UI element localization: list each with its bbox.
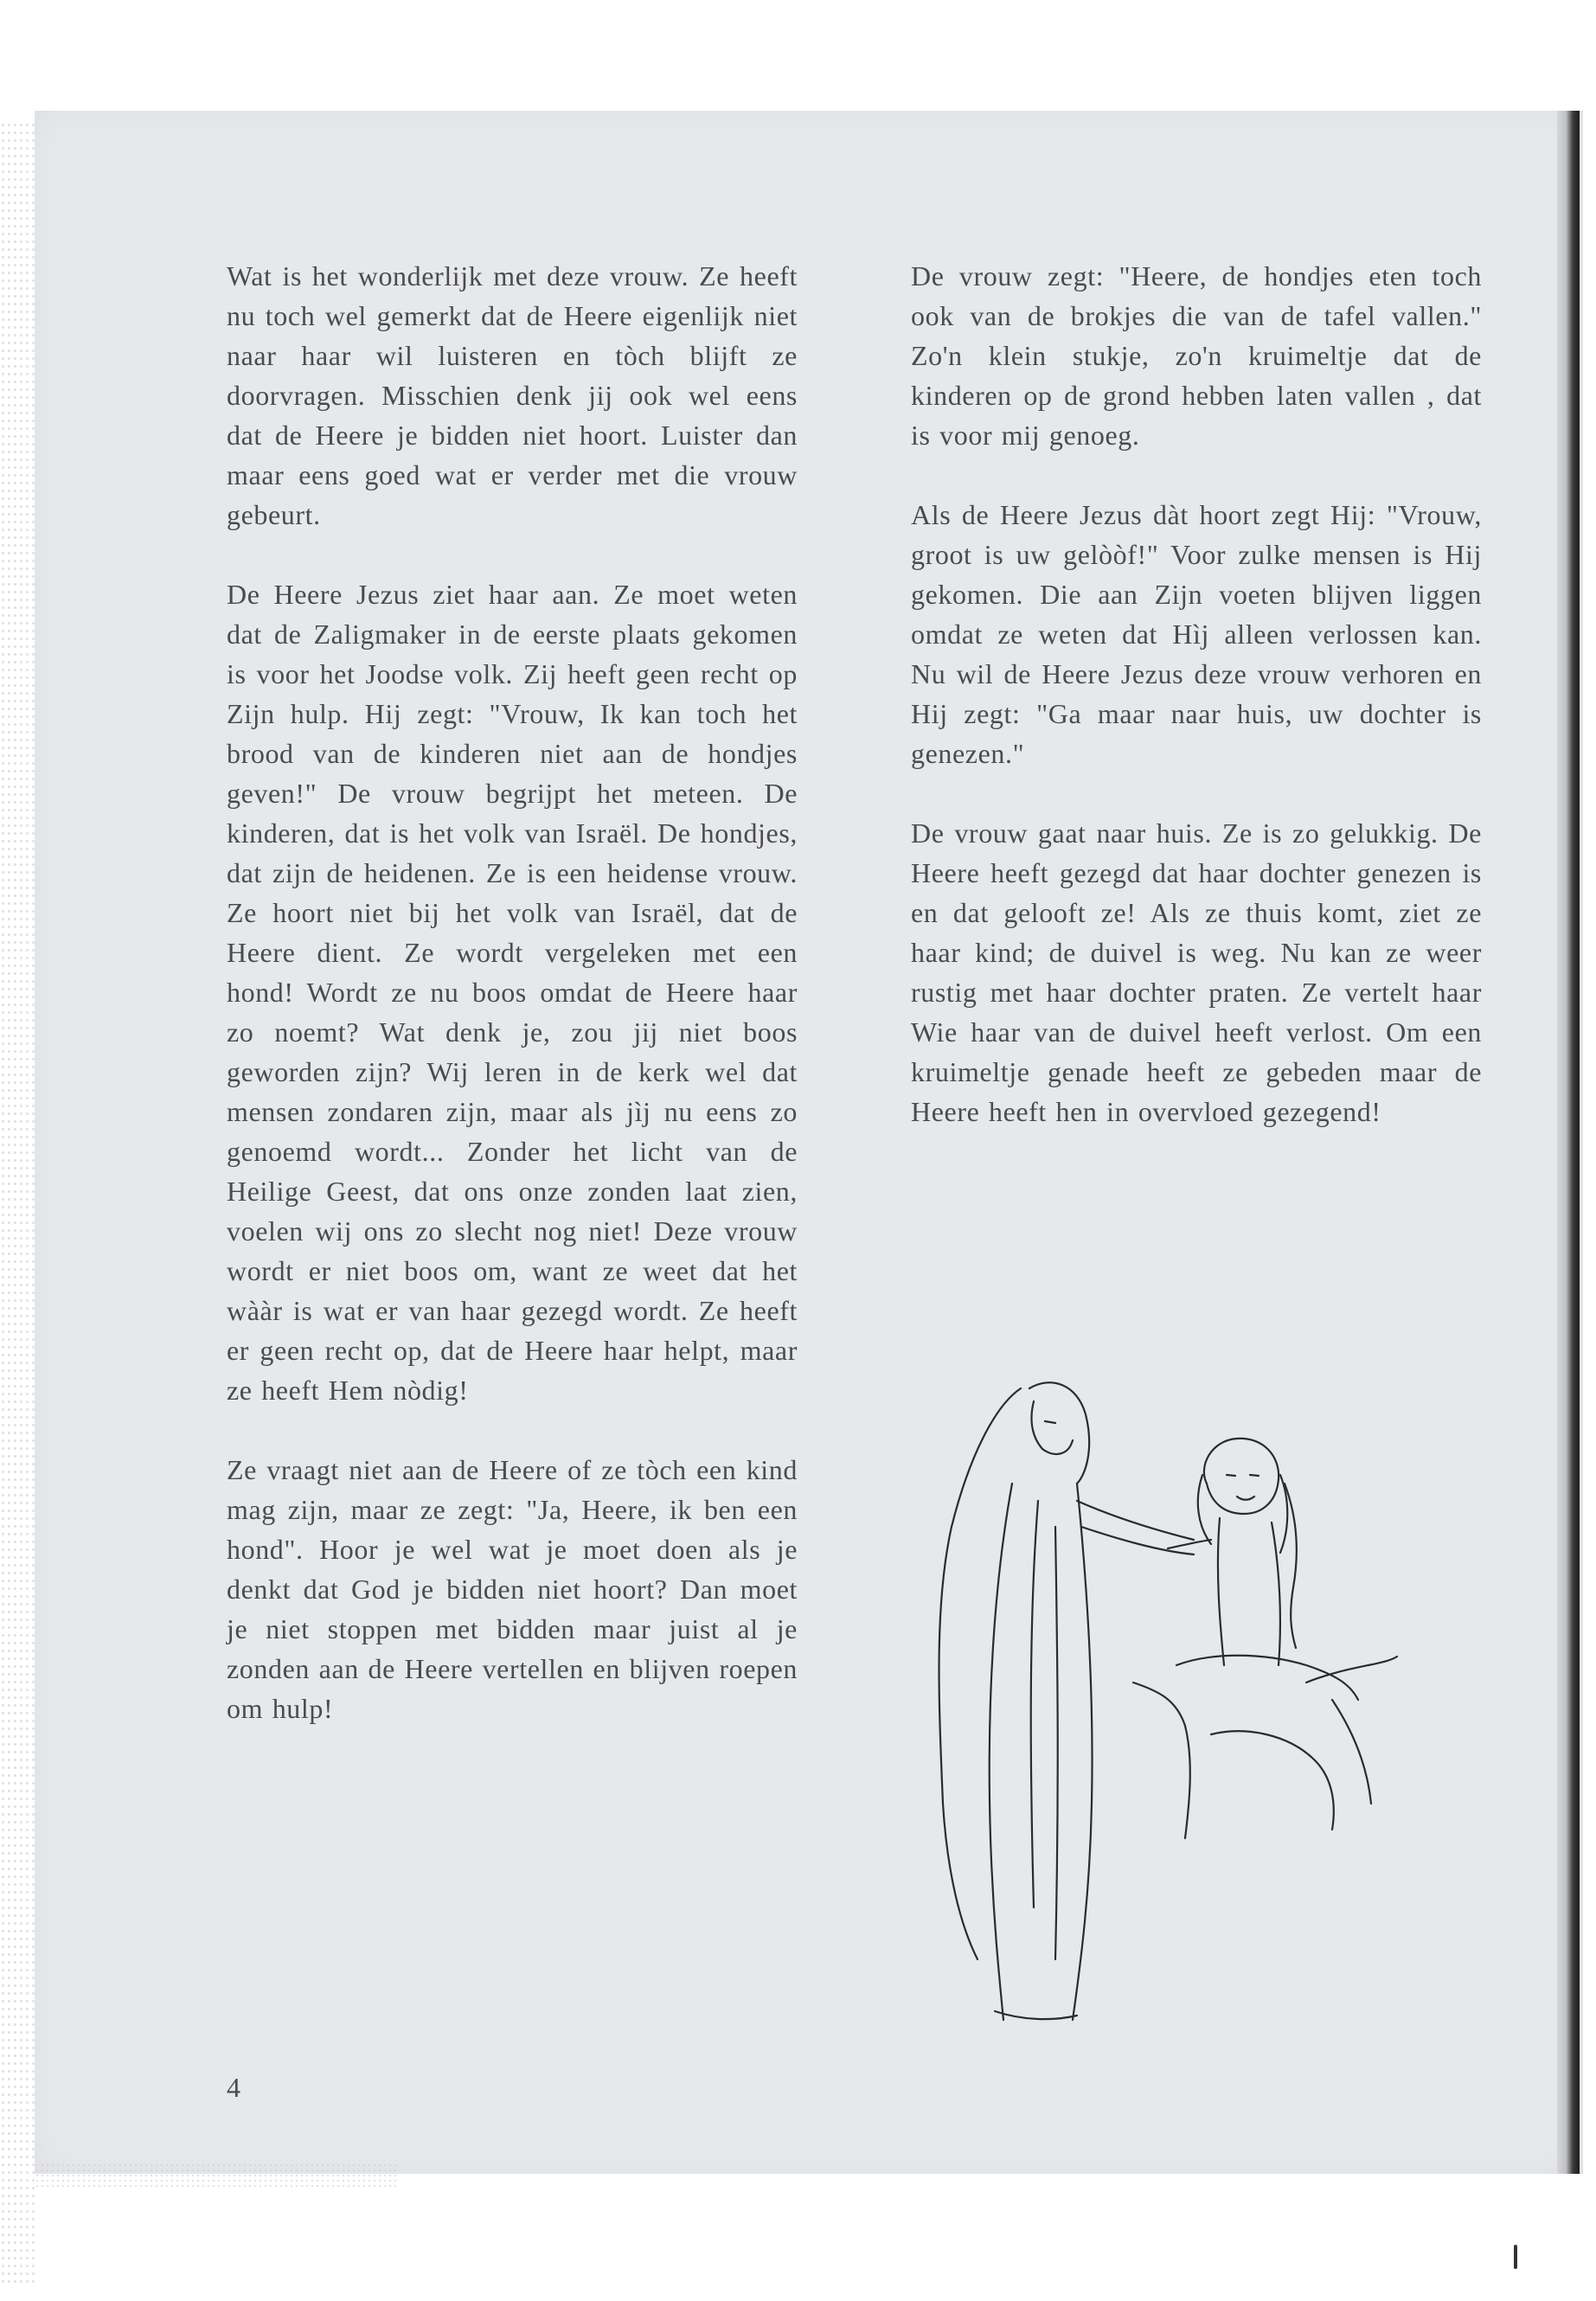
mother-and-daughter-illustration [900,1354,1419,2029]
page-number: 4 [227,2072,240,2103]
daughter-body-right [1272,1522,1280,1665]
scan-noise-left [0,121,35,2284]
daughter-body [1218,1518,1224,1665]
right-paragraph-1: De vrouw zegt: "Heere, de hondjes eten toch ook van de brokjes die van de tafel vallen." Zo'n klein stukje, zo'n kruimeltje dat de kinderen op de grond hebben laten vallen , dat is voor mij genoeg. [911,260,1482,451]
mother-robe-left [990,1484,1012,2020]
bed-sheet [1211,1731,1334,1830]
scan-noise-bottom [35,2163,398,2189]
bed-sheet-fold [1332,1700,1371,1804]
daughter-mouth [1237,1497,1254,1500]
mother-robe-fold-2 [1055,1527,1058,1959]
scan-artifact-mark [1514,2245,1517,2269]
right-text-column [911,256,1482,1131]
daughter-skirt [1176,1656,1358,1700]
left-paragraph-1: Wat is het wonderlijk met deze vrouw. Ze heeft nu toch wel gemerkt dat de Heere eigenlijk niet naar haar wil luisteren en tòch blijft ze doorvragen. Misschien denk jij ook wel eens dat de Heere je bidden niet hoort. Luister dan maar eens goed wat er verder met die vrouw gebeurt. [227,260,798,530]
left-paragraph-2: De Heere Jezus ziet haar aan. Ze moet weten dat de Zaligmaker in de eerste plaats gekomen is voor het Joodse volk. Zij heeft geen recht op Zijn hulp. Hij zegt: "Vrouw, Ik kan toch het brood van de kinderen niet aan de hondjes geven!" De vrouw begrijpt het meteen. De kinderen, dat is het volk van Israël. De hondjes, dat zijn de heidenen. Ze is een heidense vrouw. Ze hoort niet bij het volk van Israël, dat de Heere dient. Ze wordt vergeleken met een hond! Wordt ze nu boos omdat de Heere haar zo noemt? Wat denk je, zou jij niet boos geworden zijn? Wij leren in de kerk wel dat mensen zondaren zijn, maar als jìj nu eens zo genoemd wordt... Zonder het licht van de Heilige Geest, dat ons onze zonden laat zien, voelen wij ons zo slecht nog niet! Deze vrouw wordt er niet boos om, want ze weet dat het wààr is wat er van haar gezegd wordt. Ze heeft er geen recht op, dat de Heere haar helpt, maar ze heeft Hem nòdig! [227,579,798,1406]
left-paragraph-3: Ze vraagt niet aan de Heere of ze tòch een kind mag zijn, maar ze zegt: "Ja, Heere, ik ben een hond". Hoor je wel wat je moet doen als je denkt dat God je bidden niet hoort? Dan moet je niet stoppen met bidden maar juist al je zonden aan de Heere vertellen en blijven roepen om hulp! [227,1454,798,1724]
mother-eye [1045,1421,1055,1423]
daughter-arm [1168,1540,1211,1548]
mother-robe-hem [995,2011,1077,2019]
mother-arm-lower [1081,1527,1194,1554]
daughter-head [1204,1439,1279,1514]
right-paragraph-3: De vrouw gaat naar huis. Ze is zo gelukkig. De Heere heeft gezegd dat haar dochter genezen is en dat gelooft ze! Als ze thuis komt, ziet ze haar kind; de duivel is weg. Nu kan ze weer rustig met haar dochter praten. Ze vertelt haar Wie haar van de duivel heeft verlost. Om een kruimeltje genade heeft ze gebeden maar de Heere heeft hen in overvloed gezegend! [911,817,1482,1127]
mother-robe-right [1073,1484,1093,2020]
mother-veil [939,1388,1021,1959]
right-paragraph-2: Als de Heere Jezus dàt hoort zegt Hij: "Vrouw, groot is uw gelòòf!" Voor zulke mensen is Hij gekomen. Die aan Zijn voeten blijven liggen omdat ze weten dat Hìj alleen verlossen kan. Nu wil de Heere Jezus deze vrouw verhoren en Hij zegt: "Ga maar naar huis, uw dochter is genezen." [911,499,1482,769]
page-binding-edge [1557,111,1580,2174]
mother-robe-fold-1 [1031,1501,1038,1907]
mother-face [1031,1401,1073,1454]
mother-arm [1077,1501,1194,1540]
left-text-column [227,256,798,1728]
daughter-eye [1227,1475,1259,1476]
mother-veil-inner [1029,1382,1089,1484]
bed-left [1133,1682,1190,1838]
